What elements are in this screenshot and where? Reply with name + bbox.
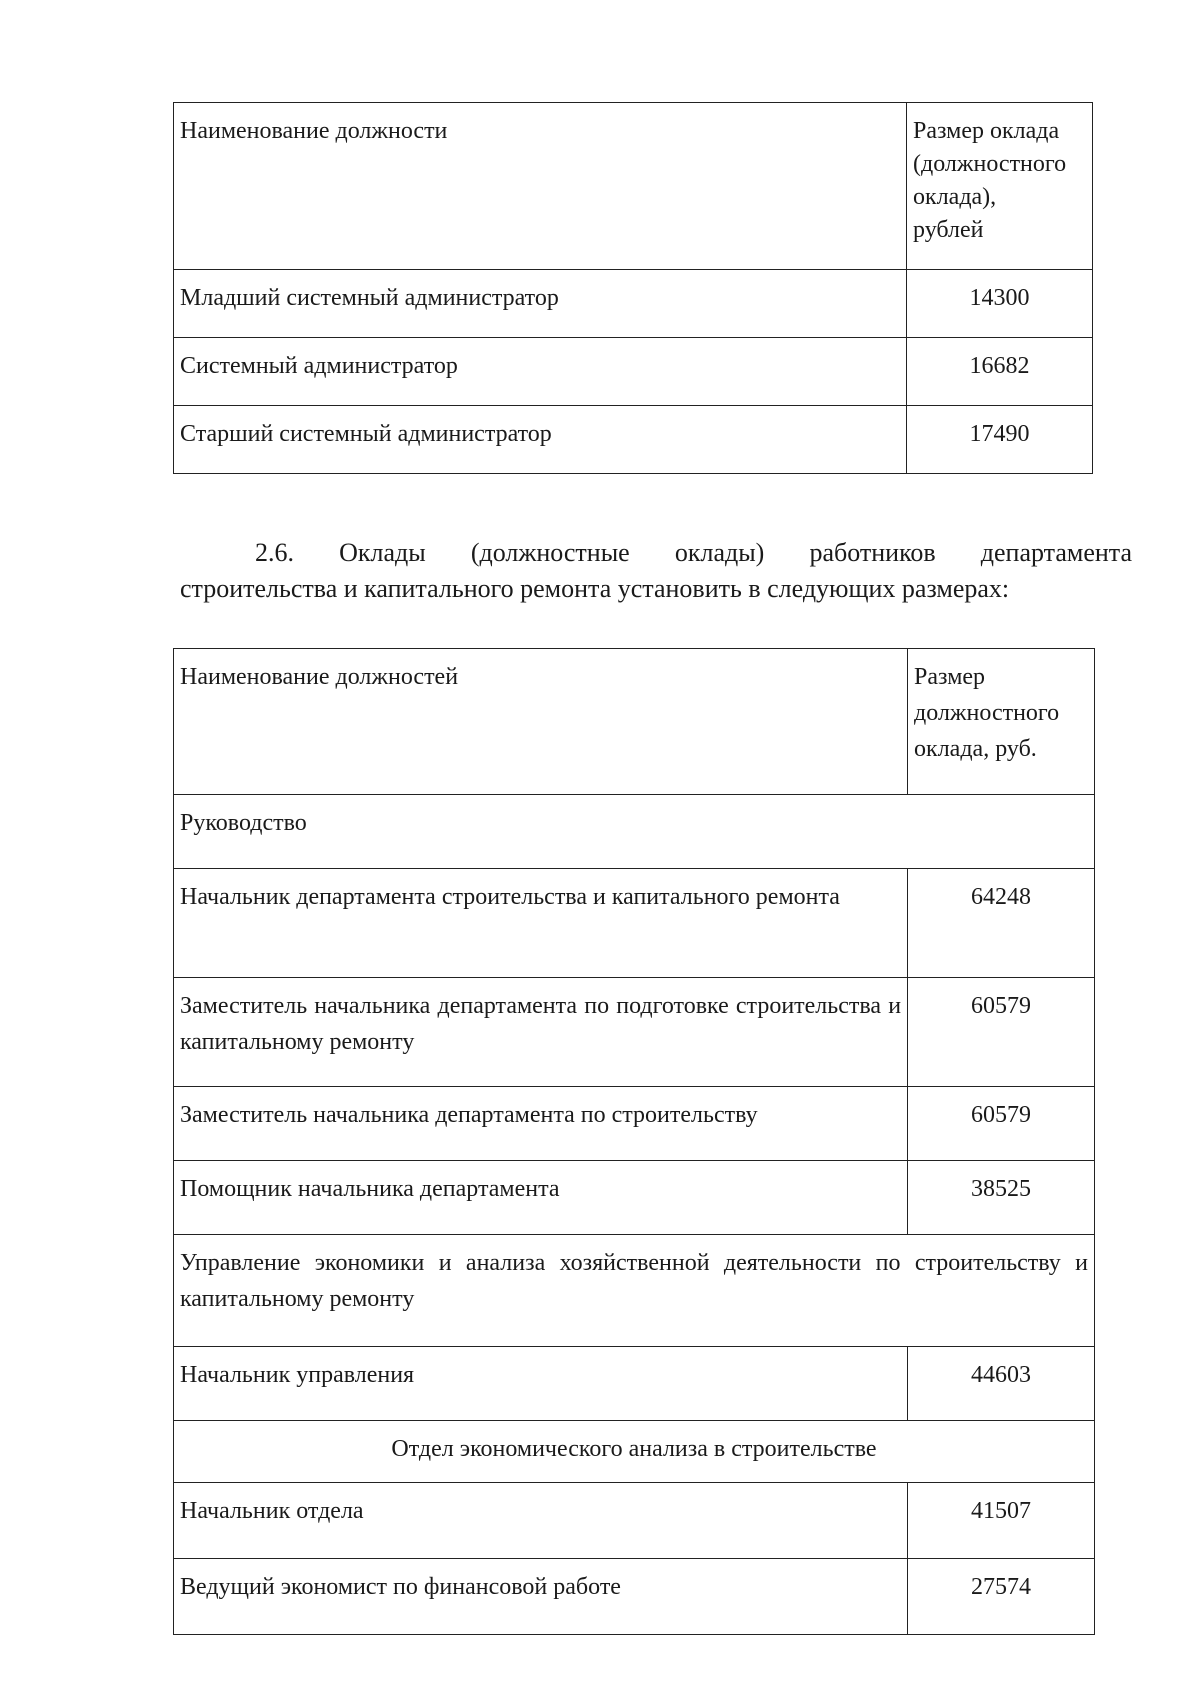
table-row	[174, 338, 1093, 406]
table-row	[174, 1559, 1095, 1635]
salary-cell: 17490	[907, 406, 1093, 474]
salary-cell: 60579	[908, 1087, 1095, 1161]
position-cell: Системный администратор	[174, 338, 907, 406]
table-row	[174, 1483, 1095, 1559]
salary-cell: 38525	[908, 1161, 1095, 1235]
header-salary-line: Размер оклада	[913, 118, 1060, 144]
table-header-row	[174, 649, 1095, 795]
salary-table-it	[173, 102, 1093, 474]
section-row	[174, 1421, 1095, 1483]
table-row	[174, 978, 1095, 1087]
header-salary-line: Размер	[914, 664, 986, 690]
salary-cell: 41507	[908, 1483, 1095, 1559]
salary-table-construction	[173, 648, 1095, 1635]
header-salary	[908, 649, 1095, 795]
salary-cell: 64248	[908, 869, 1095, 978]
table-row	[174, 869, 1095, 978]
position-cell: Ведущий экономист по финансовой работе	[174, 1559, 908, 1635]
header-salary-line: оклада, руб.	[914, 736, 1037, 762]
section-heading-leadership: Руководство	[174, 795, 1095, 869]
paragraph-line: 2.6. Оклады (должностные оклады) работников департамента	[255, 538, 1132, 567]
section-paragraph	[180, 535, 1132, 607]
position-cell: Начальник управления	[174, 1347, 908, 1421]
position-cell: Заместитель начальника департамента по подготовке строительства и капитальному ремонту	[174, 978, 908, 1087]
table-header-row	[174, 103, 1093, 270]
section-row	[174, 795, 1095, 869]
salary-cell: 27574	[908, 1559, 1095, 1635]
header-salary-line: оклада),	[913, 184, 997, 210]
salary-cell: 16682	[907, 338, 1093, 406]
salary-cell: 14300	[907, 270, 1093, 338]
salary-cell: 44603	[908, 1347, 1095, 1421]
salary-cell: 60579	[908, 978, 1095, 1087]
position-cell: Начальник департамента строительства и капитального ремонта	[174, 869, 908, 978]
table-row	[174, 406, 1093, 474]
header-salary	[907, 103, 1093, 270]
header-position: Наименование должностей	[174, 649, 908, 795]
table-row	[174, 1347, 1095, 1421]
position-cell: Заместитель начальника департамента по строительству	[174, 1087, 908, 1161]
section-row	[174, 1235, 1095, 1347]
paragraph-line: строительства и капитального ремонта установить в следующих размерах:	[180, 574, 1010, 603]
header-salary-line: (должностного	[913, 151, 1067, 177]
position-cell: Помощник начальника департамента	[174, 1161, 908, 1235]
table-row	[174, 270, 1093, 338]
table-row	[174, 1161, 1095, 1235]
header-salary-line: рублей	[913, 217, 984, 243]
position-cell: Начальник отдела	[174, 1483, 908, 1559]
header-salary-line: должностного	[914, 700, 1060, 726]
position-cell: Старший системный администратор	[174, 406, 907, 474]
section-heading-management: Управление экономики и анализа хозяйственной деятельности по строительству и капитальному ремонту	[174, 1235, 1095, 1347]
position-cell: Младший системный администратор	[174, 270, 907, 338]
table-row	[174, 1087, 1095, 1161]
header-position: Наименование должности	[174, 103, 907, 270]
section-heading-department: Отдел экономического анализа в строительстве	[174, 1421, 1095, 1483]
